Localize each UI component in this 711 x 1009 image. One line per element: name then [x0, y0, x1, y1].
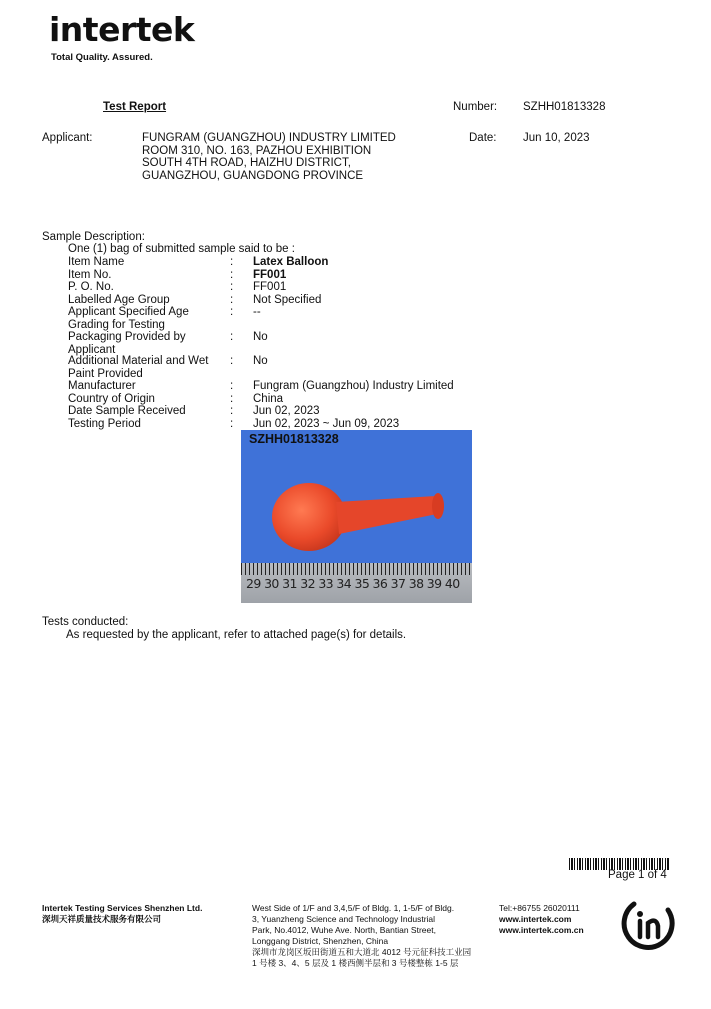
sample-row-label: Country of Origin	[68, 392, 155, 405]
sample-row-value: Jun 02, 2023	[253, 405, 320, 417]
sample-row-label-cont: Paint Provided	[68, 367, 143, 380]
number-label: Number:	[453, 101, 498, 113]
sample-row-label: Applicant Specified Age	[68, 306, 189, 318]
sample-row-value: FF001	[253, 281, 287, 293]
sample-row-label: Item Name	[68, 256, 125, 268]
footer-address-line: 1 号楼 3、4、5 层及 1 楼西侧半层和 3 号楼整栋 1-5 层	[252, 958, 459, 968]
sample-row-value: China	[253, 392, 284, 405]
badge-svg	[620, 896, 676, 952]
sample-row-value: No	[253, 355, 268, 367]
date-label: Date:	[469, 132, 497, 144]
sample-row-colon: :	[230, 306, 234, 318]
footer-address-line: Park, No.4012, Wuhe Ave. North, Bantian Street,	[252, 925, 436, 935]
photo-id-label: SZHH01813328	[249, 432, 339, 446]
sample-row-label: Labelled Age Group	[68, 293, 170, 306]
footer-address-line: Longgang District, Shenzhen, China	[252, 936, 389, 946]
sample-row-value: Fungram (Guangzhou) Industry Limited	[253, 380, 454, 392]
applicant-address-line: SOUTH 4TH ROAD, HAIZHU DISTRICT,	[142, 157, 351, 169]
sample-row-colon: :	[230, 417, 234, 430]
footer-address-line: 3, Yuanzheng Science and Technology Industrial	[252, 914, 436, 924]
sample-row-value: No	[253, 331, 268, 343]
sample-row-colon: :	[230, 405, 234, 417]
sample-row-age-grading	[68, 306, 488, 331]
sample-row-po-no	[68, 281, 488, 294]
footer-web-link-cn[interactable]: www.intertek.com.cn	[499, 925, 584, 935]
sample-row-label: Testing Period	[68, 417, 141, 430]
sample-heading: Sample Description:	[42, 231, 145, 243]
intertek-logo: intertek	[49, 10, 195, 49]
sample-row-item-name	[68, 256, 488, 269]
sample-row-value: FF001	[253, 268, 287, 281]
sample-row-additional-material	[68, 355, 488, 380]
applicant-address-line: FUNGRAM (GUANGZHOU) INDUSTRY LIMITED	[142, 132, 396, 144]
report-number: SZHH01813328	[523, 101, 606, 113]
footer-web-link[interactable]: www.intertek.com	[499, 914, 572, 924]
sample-row-colon: :	[230, 256, 234, 268]
sample-row-value: Latex Balloon	[253, 256, 329, 268]
tests-text: As requested by the applicant, refer to attached page(s) for details.	[66, 629, 407, 641]
sample-row-value: Not Specified	[253, 293, 322, 306]
sample-row-label-cont: Grading for Testing	[68, 318, 165, 331]
sample-row-date-received	[68, 405, 488, 418]
sample-photo	[241, 430, 472, 603]
sample-row-colon: :	[230, 380, 234, 392]
page-number: Page 1 of 4	[608, 869, 667, 881]
intertek-badge-icon	[620, 896, 676, 952]
tests-heading: Tests conducted:	[42, 616, 129, 628]
balloon-body	[272, 483, 346, 551]
sample-row-colon: :	[230, 331, 234, 343]
sample-row-packaging	[68, 331, 488, 356]
sample-row-label: P. O. No.	[68, 281, 114, 293]
sample-row-item-no	[68, 269, 488, 282]
report-title: Test Report	[103, 101, 167, 113]
sample-intro: One (1) bag of submitted sample said to be :	[68, 243, 295, 255]
sample-row-colon: :	[230, 268, 234, 281]
tagline: Total Quality. Assured.	[51, 52, 153, 63]
ruler-ticks	[241, 563, 472, 575]
sample-row-label-cont: Applicant	[68, 343, 116, 356]
sample-row-country	[68, 393, 488, 406]
footer-address-line: West Side of 1/F and 3,4,5/F of Bldg. 1, 1-5/F of Bldg.	[252, 903, 455, 913]
sample-row-label: Manufacturer	[68, 380, 136, 392]
sample-row-value: Jun 02, 2023 ~ Jun 09, 2023	[253, 417, 400, 430]
sample-row-value: --	[253, 306, 261, 318]
applicant-address-line: ROOM 310, NO. 163, PAZHOU EXHIBITION	[142, 144, 372, 157]
balloon-image	[241, 430, 472, 563]
applicant-address	[142, 132, 396, 182]
balloon-neck	[336, 496, 437, 534]
footer-address	[252, 903, 471, 969]
balloon-lip	[432, 493, 444, 519]
applicant-label: Applicant:	[42, 132, 93, 144]
sample-row-colon: :	[230, 392, 234, 405]
sample-row-age-group	[68, 294, 488, 307]
sample-row-colon: :	[230, 281, 234, 293]
sample-row-label: Additional Material and Wet	[68, 355, 209, 367]
footer-tel: Tel:+86755 26020111	[499, 903, 580, 913]
ruler	[241, 563, 472, 603]
report-date: Jun 10, 2023	[523, 132, 590, 144]
ruler-numbers: 29 30 31 32 33 34 35 36 37 38 39 40	[246, 576, 460, 591]
applicant-address-line: GUANGZHOU, GUANGDONG PROVINCE	[142, 169, 364, 182]
sample-row-colon: :	[230, 355, 234, 367]
sample-row-manufacturer	[68, 380, 488, 393]
sample-row-label: Date Sample Received	[68, 405, 186, 417]
sample-row-label: Packaging Provided by	[68, 331, 186, 343]
sample-row-label: Item No.	[68, 268, 112, 281]
sample-row-colon: :	[230, 293, 234, 306]
footer-address-line: 深圳市龙岗区坂田街道五和大道北 4012 号元征科技工业园	[252, 947, 472, 957]
sample-row-testing-period	[68, 418, 488, 431]
footer-company-cn: 深圳天祥质量技术服务有限公司	[42, 914, 162, 924]
footer-company-en: Intertek Testing Services Shenzhen Ltd.	[42, 903, 203, 913]
